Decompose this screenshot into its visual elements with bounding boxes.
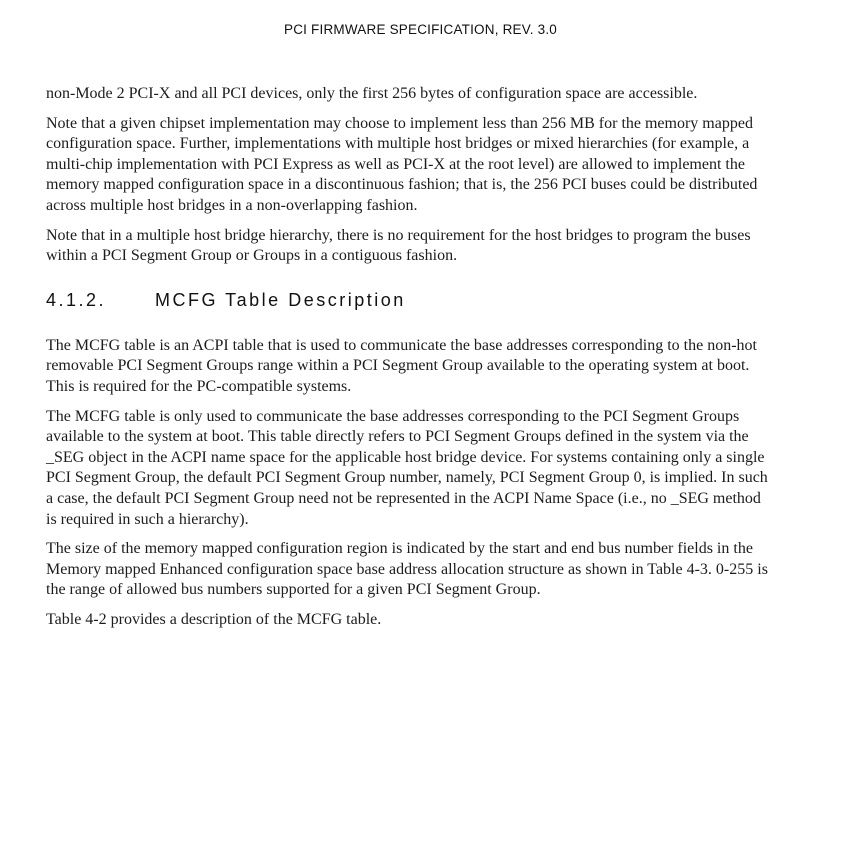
page-content [46, 84, 770, 639]
section-number: 4.1.2. [46, 289, 107, 310]
paragraph-host-bridge-hierarchy-note: Note that in a multiple host bridge hierarchy, there is no requirement for the host bridges to program the buses within a PCI Segment Group or Groups in a contiguous fashion. [46, 226, 751, 265]
paragraph-mcfg-acpi-table: The MCFG table is an ACPI table that is used to communicate the base addresses corresponding to the non-hot removable PCI Segment Groups range within a PCI Segment Group available to the operating system at boot. This is required for the PC-compatible systems. [46, 336, 757, 395]
paragraph-table-4-2-reference: Table 4-2 provides a description of the MCFG table. [46, 610, 382, 628]
paragraph-chipset-implementation-note: Note that a given chipset implementation may choose to implement less than 256 MB for the memory mapped configuration space. Further, implementations with multiple host bridges or mixed hierarchies (for example, a multi-chip implementation with PCI Express as well as PCI-X at the root level) are allowed to implement the memory mapped configuration space in a discontinuous fashion; that is, the 256 PCI buses could be distributed across multiple host bridges in a non-overlapping fashion. [46, 114, 758, 214]
section-title: MCFG Table Description [155, 289, 406, 310]
running-header: PCI FIRMWARE SPECIFICATION, REV. 3.0 [284, 22, 557, 37]
paragraph-config-region-size: The size of the memory mapped configuration region is indicated by the start and end bus number fields in the Memory mapped Enhanced configuration space base address allocation structure as shown in Table 4-3. 0-255 is the range of allowed bus numbers supported for a given PCI Segment Group. [46, 540, 768, 599]
section-heading [46, 290, 770, 311]
paragraph-mcfg-base-addresses: The MCFG table is only used to communicate the base addresses corresponding to the PCI Segment Groups available to the system at boot. This table directly refers to PCI Segment Groups defined in the system via the _SEG object in the ACPI name space for the applicable host bridge device. For systems containing only a single PCI Segment Group, the default PCI Segment Group number, namely, PCI Segment Group 0, is implied. In such a case, the default PCI Segment Group need not be represented in the ACPI Name Space (i.e., no _SEG method is required in such a hierarchy). [46, 407, 768, 528]
paragraph-accessibility: non-Mode 2 PCI-X and all PCI devices, only the first 256 bytes of configuration space are accessible. [46, 85, 698, 102]
